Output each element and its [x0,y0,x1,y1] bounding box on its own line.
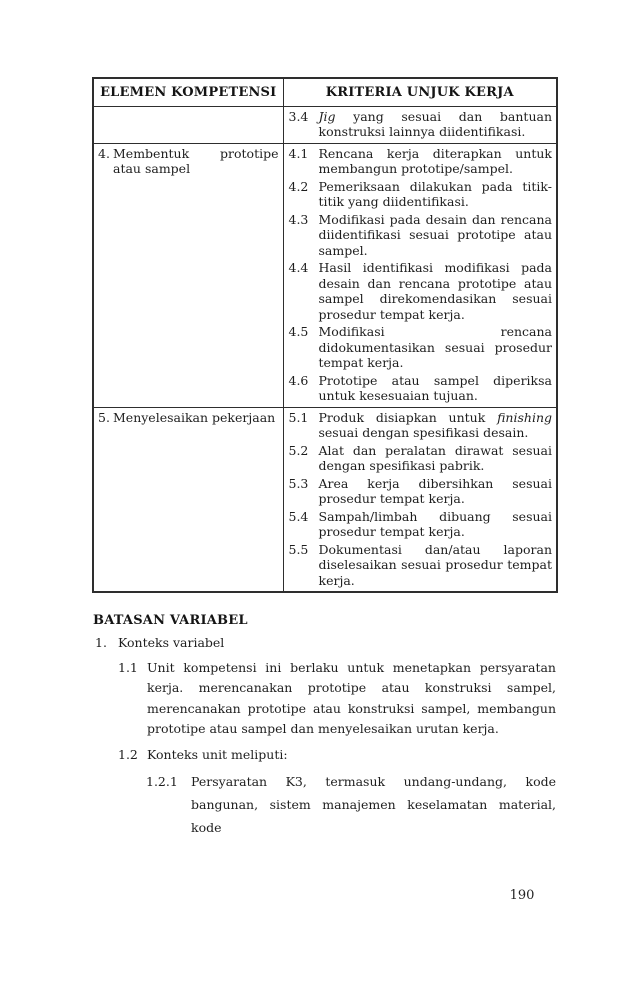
text-segment: Hasil identifikasi modifikasi pada desain dan rencana prototipe atau sampel direkomendasikan sesuai prosedur tempat kerja. [318,260,552,322]
kriteria-number: 5.2 [288,442,309,458]
competency-table [92,77,558,593]
kriteria-text [319,476,553,507]
text-segment: Alat dan peralatan dirawat sesuai dengan spesifikasi pabrik. [318,442,552,473]
kriteria-item [289,443,553,474]
table-row [93,407,557,592]
elemen-text: Membentuk prototipe atau sampel [113,145,279,176]
kriteria-number: 4.5 [288,324,309,339]
kriteria-item [289,373,553,404]
kriteria-number: 4.3 [288,211,309,227]
kriteria-item [289,109,553,140]
item-number: 1.2 [118,746,138,762]
elemen-entry [98,410,279,426]
table-header-row [93,78,557,106]
kriteria-text [319,509,553,540]
elemen-number: 4. [98,145,110,161]
kriteria-item [289,260,553,322]
kriteria-text [319,179,553,210]
item-text: Konteks variabel [118,635,225,650]
kriteria-number: 5.5 [288,541,309,557]
text-segment: Rencana kerja diterapkan untuk membangun prototipe/sampel. [318,145,552,176]
text-segment: sesuai dengan spesifikasi desain. [318,425,529,440]
item-text: Persyaratan K3, termasuk undang-undang, kode bangunan, sistem manajemen keselamatan material, kode [191,774,556,835]
kriteria-item [289,476,553,507]
table-row [93,143,557,407]
kriteria-text [319,324,553,371]
kriteria-item [289,509,553,540]
elemen-cell [93,407,283,592]
table-header-kriteria: KRITERIA UNJUK KERJA [283,78,557,106]
kriteria-number: 4.1 [288,145,309,161]
section-item [92,745,556,766]
kriteria-text [319,410,553,441]
text-segment: Dokumentasi dan/atau laporan diselesaikan sesuai prosedur tempat kerja. [318,541,552,588]
kriteria-cell [283,106,557,143]
kriteria-item [289,179,553,210]
kriteria-text [319,109,553,140]
kriteria-item [289,212,553,259]
kriteria-text [319,373,553,404]
table-body [93,106,557,592]
text-segment: Modifikasi rencana didokumentasikan sesuai prosedur tempat kerja. [318,324,552,370]
elemen-cell [93,143,283,407]
section-items [92,633,556,839]
kriteria-number: 4.2 [288,178,309,194]
section-title: BATASAN VARIABEL [93,613,248,628]
text-segment: Pemeriksaan dilakukan pada titik-titik yang diidentifikasi. [318,178,552,209]
section-item [92,770,556,839]
text-segment: Prototipe atau sampel diperiksa untuk kesesuaian tujuan. [318,372,552,403]
table-row [93,106,557,143]
item-text: Konteks unit meliputi: [147,746,288,762]
kriteria-number: 5.3 [288,475,309,491]
italic-term: finishing [497,409,552,425]
section-item [92,633,556,654]
text-segment: yang sesuai dan bantuan konstruksi lainnya diidentifikasi. [318,108,552,139]
kriteria-number: 5.4 [288,508,309,524]
kriteria-text [319,146,553,177]
kriteria-item [289,542,553,589]
kriteria-item [289,410,553,441]
elemen-entry [98,146,279,177]
section-item [92,658,556,740]
kriteria-number: 4.6 [288,372,309,388]
elemen-text: Menyelesaikan pekerjaan [113,409,276,425]
text-segment: Area kerja dibersihkan sesuai prosedur tempat kerja. [318,475,552,506]
kriteria-item [289,146,553,177]
kriteria-text [319,542,553,589]
page-number: 190 [509,888,535,903]
item-number: 1.1 [118,659,138,675]
kriteria-number: 4.4 [288,260,309,275]
kriteria-cell [283,143,557,407]
table-header-elemen: ELEMEN KOMPETENSI [93,78,283,106]
batasan-variabel-section [92,612,556,842]
item-number: 1. [95,635,107,650]
text-segment: Sampah/limbah dibuang sesuai prosedur tempat kerja. [318,508,552,539]
text-segment: Modifikasi pada desain dan rencana diidentifikasi sesuai prototipe atau sampel. [318,211,552,258]
item-text: Unit kompetensi ini berlaku untuk menetapkan persyaratan kerja. merencanakan prototipe atau konstruksi sampel, merencanakan prototipe atau konstruksi sampel, membangun prototipe atau sampel dan menyelesaikan urutan kerja. [147,659,556,736]
text-segment: Produk disiapkan untuk [318,409,498,425]
kriteria-text [319,443,553,474]
elemen-cell [93,106,283,143]
elemen-number: 5. [98,409,110,425]
kriteria-text [319,212,553,259]
kriteria-item [289,324,553,371]
kriteria-number: 5.1 [288,409,309,425]
kriteria-cell [283,407,557,592]
italic-term: Jig [318,108,336,124]
item-number: 1.2.1 [146,774,178,789]
kriteria-number: 3.4 [288,108,309,124]
kriteria-text [319,260,553,322]
